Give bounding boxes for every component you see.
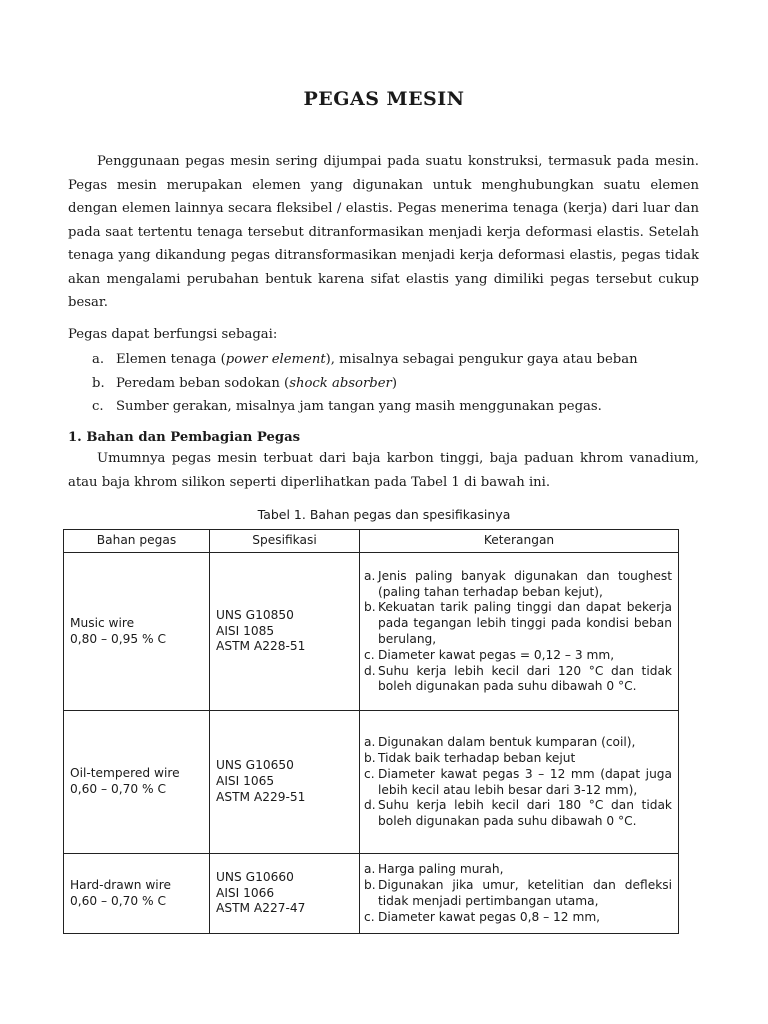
table-header-row bbox=[64, 530, 679, 553]
intro-paragraph: Penggunaan pegas mesin sering dijumpai pada suatu konstruksi, termasuk pada mesin. Pegas mesin merupakan elemen yang digunakan untuk menghubungkan suatu elemen dengan elemen lainnya secara fleksibel / elastis. Pegas menerima tenaga (kerja) dari luar dan pada saat tertentu tenaga tersebut ditranformasikan menjadi kerja deformasi elastis. Setelah tenaga yang dikandung pegas ditransformasikan menjadi kerja deformasi elastis, pegas tidak akan mengalami perubahan bentuk karena sifat elastis yang dimiliki pegas tersebut cukup besar. bbox=[68, 154, 699, 310]
note-item: a. Jenis paling banyak digunakan dan toughest (paling tahan terhadap beban kejut), bbox=[364, 568, 672, 599]
list-marker: a. bbox=[92, 352, 105, 367]
table-caption: Tabel 1. Bahan pegas dan spesifikasinya bbox=[257, 507, 511, 522]
note-item: b. Kekuatan tarik paling tinggi dan dapat bekerja pada tegangan lebih tinggi pada kondisi beban berulang, bbox=[364, 600, 672, 646]
notes-cell bbox=[360, 711, 679, 854]
list-marker: c. bbox=[92, 399, 104, 414]
material-cell: Music wire 0,80 – 0,95 % C bbox=[64, 553, 210, 711]
section-paragraph: Umumnya pegas mesin terbuat dari baja karbon tinggi, baja paduan khrom vanadium, atau baja khrom silikon seperti diperlihatkan pada Tabel 1 di bawah ini. bbox=[68, 451, 699, 490]
note-item: b. Digunakan jika umur, ketelitian dan defleksi tidak menjadi pertimbangan utama, bbox=[364, 878, 672, 908]
spec-cell: UNS G10650 AISI 1065 ASTM A229-51 bbox=[210, 711, 360, 854]
note-item: a. Digunakan dalam bentuk kumparan (coil), bbox=[364, 735, 636, 750]
note-item: d. Suhu kerja lebih kecil dari 180 °C dan tidak boleh digunakan pada suhu dibawah 0 °C. bbox=[364, 798, 672, 829]
spec-cell: UNS G10850 AISI 1085 ASTM A228-51 bbox=[210, 553, 360, 711]
note-item: c. Diameter kawat pegas = 0,12 – 3 mm, bbox=[364, 647, 615, 662]
header-spesifikasi: Spesifikasi bbox=[210, 530, 360, 553]
note-item: c. Diameter kawat pegas 3 – 12 mm (dapat juga lebih kecil atau lebih besar dari 3-12 mm), bbox=[364, 766, 672, 797]
notes-cell bbox=[360, 553, 679, 711]
material-cell: Oil-tempered wire 0,60 – 0,70 % C bbox=[64, 711, 210, 854]
list-item: c. Sumber gerakan, misalnya jam tangan yang masih menggunakan pegas. bbox=[68, 395, 708, 419]
spring-materials-table bbox=[63, 529, 679, 934]
list-marker: b. bbox=[92, 375, 105, 391]
table-row bbox=[64, 854, 679, 934]
note-item: a. Harga paling murah, bbox=[364, 862, 504, 877]
spec-cell: UNS G10660 AISI 1066 ASTM A227-47 bbox=[210, 854, 360, 934]
notes-cell bbox=[360, 854, 679, 934]
table-row bbox=[64, 711, 679, 854]
list-item: b. Peredam beban sodokan (shock absorber) bbox=[68, 372, 708, 396]
header-bahan: Bahan pegas bbox=[64, 530, 210, 553]
table-row bbox=[64, 553, 679, 711]
header-keterangan: Keterangan bbox=[360, 530, 679, 553]
note-item: c. Diameter kawat pegas 0,8 – 12 mm, bbox=[364, 909, 601, 924]
list-item: a. Elemen tenaga (power element), misalnya sebagai pengukur gaya atau beban bbox=[68, 348, 708, 372]
page-title: PEGAS MESIN bbox=[303, 88, 465, 110]
note-item: d. Suhu kerja lebih kecil dari 120 °C dan tidak boleh digunakan pada suhu dibawah 0 °C. bbox=[364, 663, 672, 694]
material-cell: Hard-drawn wire 0,60 – 0,70 % C bbox=[64, 854, 210, 934]
functions-list bbox=[68, 348, 708, 419]
section-heading: 1. Bahan dan Pembagian Pegas bbox=[68, 430, 301, 445]
note-item: b. Tidak baik terhadap beban kejut bbox=[364, 750, 576, 765]
functions-intro: Pegas dapat berfungsi sebagai: bbox=[68, 327, 278, 342]
